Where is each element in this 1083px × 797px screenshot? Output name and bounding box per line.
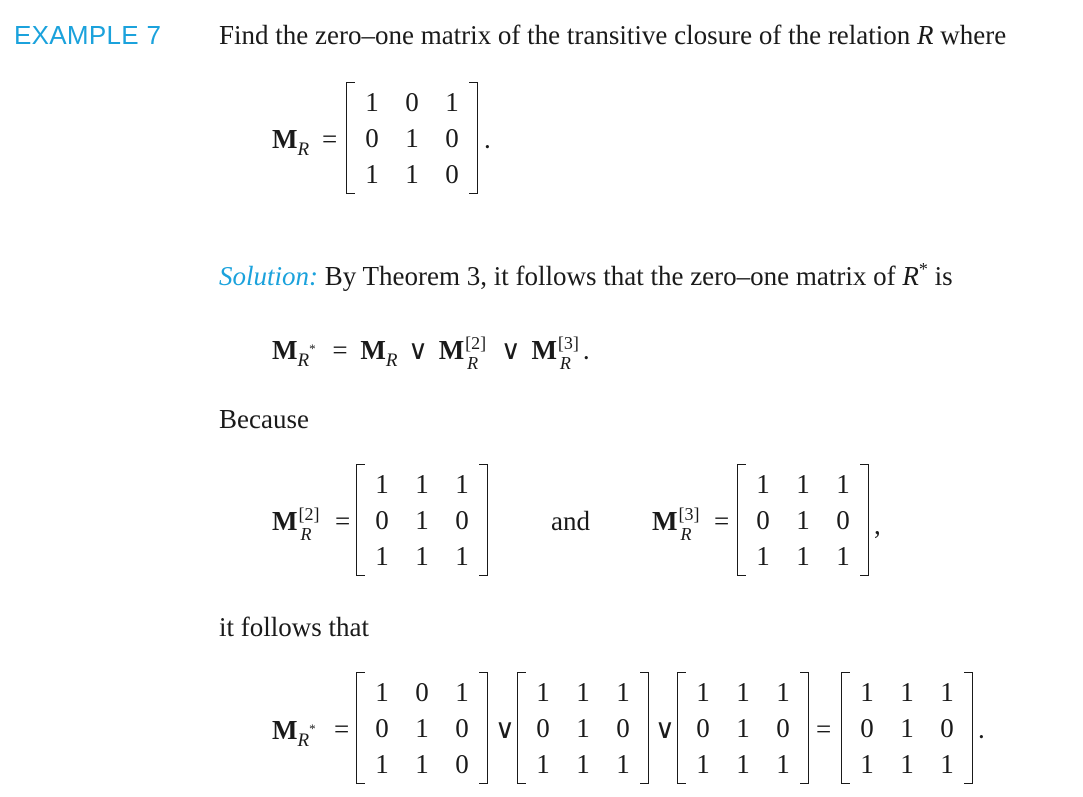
matrix-cell: 0: [616, 712, 630, 743]
matrix-cell: 1: [796, 468, 810, 499]
m-r-label: $M_R$: [272, 124, 310, 160]
matrix-cell: 1: [900, 748, 914, 779]
matrix-m-r: [352, 84, 472, 192]
matrix-cell: 1: [696, 676, 710, 707]
matrix-cell: 1: [776, 676, 790, 707]
solution-var: R: [902, 261, 919, 291]
matrix-cell: 0: [455, 712, 469, 743]
prompt-end: where: [933, 20, 1007, 50]
matrix-cell: 0: [445, 122, 459, 153]
matrix-m-r3: [743, 466, 863, 574]
solution-star: *: [918, 259, 928, 279]
example-label: EXAMPLE 7: [14, 20, 162, 50]
matrix-m-r2: [362, 466, 482, 574]
matrix-cell: 1: [796, 504, 810, 535]
prompt-text: Find the zero–one matrix of the transitive closure of the relation: [219, 20, 918, 50]
matrix-cell: 1: [900, 676, 914, 707]
m-r3-comma: ,: [874, 510, 881, 540]
matrix-cell: 1: [796, 540, 810, 571]
matrix-cell: 0: [776, 712, 790, 743]
matrix-cell: 0: [455, 748, 469, 779]
final-or-2: ∨: [655, 714, 675, 744]
final-label: $M_R^*$: [272, 715, 316, 751]
matrix-cell: 1: [736, 712, 750, 743]
matrix-cell: 1: [415, 504, 429, 535]
matrix-cell: 1: [940, 676, 954, 707]
m-r2-label: M [2] R: [272, 503, 320, 544]
matrix-cell: 1: [576, 676, 590, 707]
m-r2-equals: =: [335, 506, 351, 536]
matrix-cell: 1: [365, 86, 379, 117]
closure-formula: $M_R^* = M_R$ ∨ M [2] R ∨ M [3] R .: [272, 332, 590, 373]
m-r-period: .: [484, 124, 491, 154]
matrix-cell: 1: [415, 748, 429, 779]
solution-line: [219, 261, 953, 291]
matrix-cell: 1: [405, 122, 419, 153]
matrix-cell: 1: [375, 540, 389, 571]
matrix-cell: 0: [415, 676, 429, 707]
matrix-cell: 0: [445, 158, 459, 189]
final-matrix-2: [523, 674, 643, 782]
matrix-cell: 0: [375, 504, 389, 535]
matrix-cell: 1: [576, 748, 590, 779]
matrix-cell: 1: [616, 676, 630, 707]
matrix-cell: 0: [405, 86, 419, 117]
matrix-cell: 0: [940, 712, 954, 743]
matrix-cell: 0: [696, 712, 710, 743]
matrix-cell: 1: [836, 468, 850, 499]
matrix-cell: 1: [860, 748, 874, 779]
follows-text: it follows that: [219, 612, 369, 642]
matrix-cell: 1: [455, 540, 469, 571]
m-r3-equals: =: [714, 506, 730, 536]
matrix-cell: 1: [536, 676, 550, 707]
matrix-cell: 1: [756, 468, 770, 499]
solution-label: Solution:: [219, 261, 318, 291]
matrix-cell: 1: [736, 676, 750, 707]
matrix-cell: 1: [365, 158, 379, 189]
example-prompt: [219, 20, 1006, 50]
matrix-cell: 1: [415, 712, 429, 743]
matrix-cell: 1: [415, 468, 429, 499]
solution-end: is: [927, 261, 953, 291]
matrix-cell: 1: [375, 676, 389, 707]
m-r-equals: =: [322, 124, 338, 154]
matrix-cell: 1: [900, 712, 914, 743]
because-text: Because: [219, 404, 309, 434]
matrix-cell: 1: [836, 540, 850, 571]
matrix-cell: 1: [405, 158, 419, 189]
matrix-cell: 0: [836, 504, 850, 535]
matrix-cell: 1: [375, 468, 389, 499]
matrix-cell: 1: [445, 86, 459, 117]
and-text: and: [551, 506, 590, 536]
matrix-cell: 1: [940, 748, 954, 779]
final-period: .: [978, 714, 985, 744]
final-matrix-3: [683, 674, 803, 782]
solution-text: By Theorem 3, it follows that the zero–one matrix of: [318, 261, 903, 291]
matrix-cell: 1: [455, 676, 469, 707]
matrix-cell: 0: [375, 712, 389, 743]
matrix-cell: 0: [860, 712, 874, 743]
final-equals: =: [334, 714, 350, 744]
matrix-cell: 1: [696, 748, 710, 779]
final-or-1: ∨: [495, 714, 515, 744]
matrix-cell: 1: [756, 540, 770, 571]
matrix-cell: 0: [365, 122, 379, 153]
matrix-cell: 0: [455, 504, 469, 535]
matrix-cell: 1: [375, 748, 389, 779]
matrix-cell: 1: [576, 712, 590, 743]
matrix-cell: 0: [756, 504, 770, 535]
m-r3-label: M [3] R: [652, 503, 700, 544]
final-matrix-4: [847, 674, 967, 782]
final-matrix-1: [362, 674, 482, 782]
matrix-cell: 1: [616, 748, 630, 779]
matrix-cell: 1: [736, 748, 750, 779]
matrix-cell: 1: [860, 676, 874, 707]
prompt-var: R: [917, 20, 934, 50]
matrix-cell: 0: [536, 712, 550, 743]
final-equals-2: =: [816, 714, 832, 744]
matrix-cell: 1: [536, 748, 550, 779]
matrix-cell: 1: [776, 748, 790, 779]
matrix-cell: 1: [455, 468, 469, 499]
matrix-cell: 1: [415, 540, 429, 571]
